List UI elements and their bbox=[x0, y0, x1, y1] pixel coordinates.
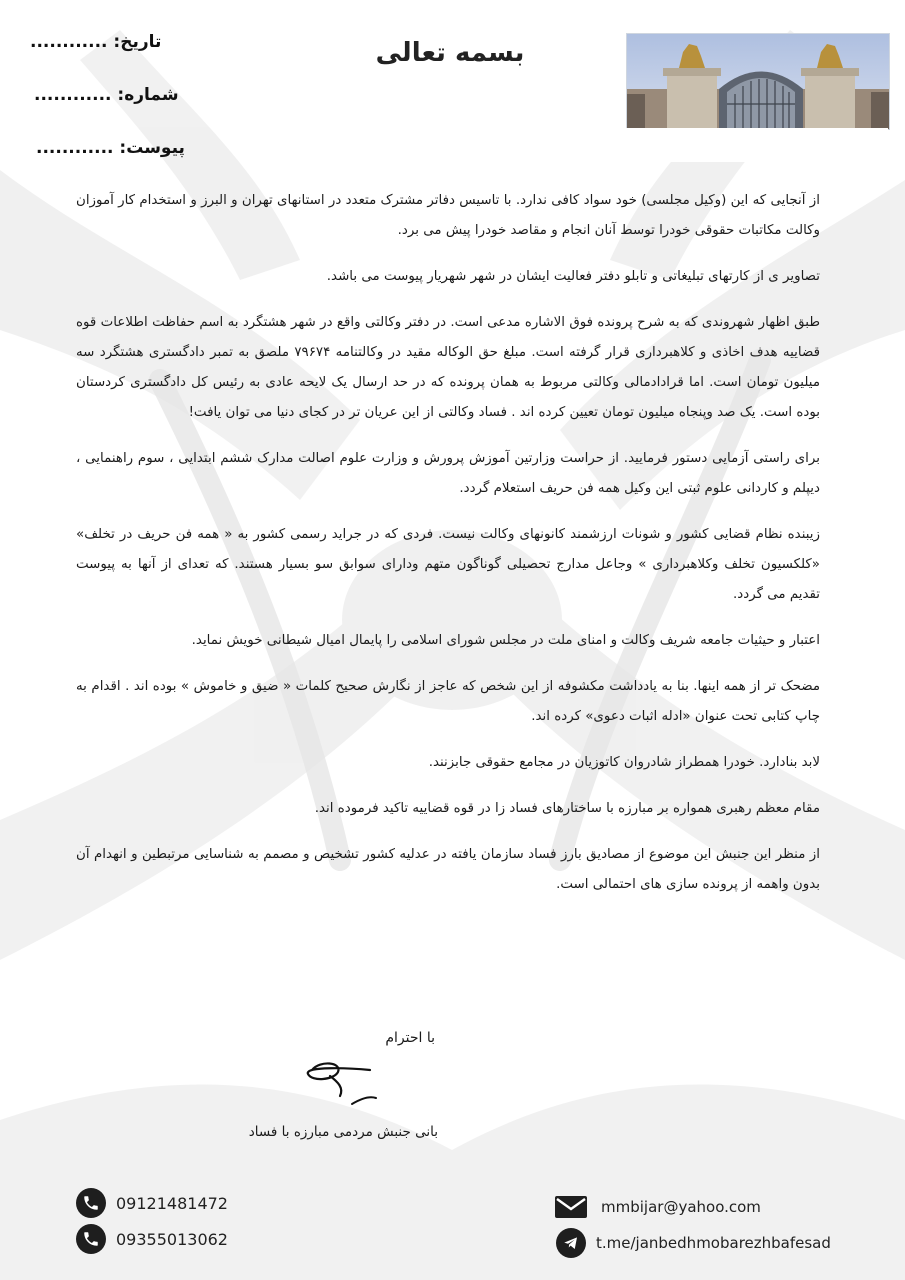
page-title: بسمه تعالی bbox=[375, 38, 525, 68]
paragraph: اعتبار و حیثیات جامعه شریف وکالت و امنای ملت در مجلس شورای اسلامی را پایمال امیال شیطانی خویش نماید. bbox=[191, 633, 820, 648]
date-field bbox=[30, 32, 210, 52]
paragraph: مقام معظم رهبری همواره بر مبارزه با ساختارهای فساد زا در قوه قضاییه تاکید فرموده اند. bbox=[314, 801, 820, 816]
date-label: تاریخ: bbox=[113, 32, 162, 52]
number-label: شماره: bbox=[117, 85, 179, 105]
phone-icon bbox=[76, 1188, 106, 1218]
paragraph: زیبنده نظام قضایی کشور و شونات ارزشمند کانونهای وکالت نیست. فردی که در جراید رسمی کشور به « همه فن حریف در تخلف» «کلکسیون تخلف وکلاهبرداری » وجاعل مدارج تحصیلی گوناگون متهم ودارای سوابق سو بسیار هستند. که تعدای از آنها به پیوست تقدیم می گردد. bbox=[76, 527, 820, 602]
paragraph: طبق اظهار شهروندی که به شرح پرونده فوق الاشاره مدعی است. در دفتر وکالتی واقع در شهر هشتگرد به اسم حفاظت اطلاعات قوه قضاییه هدف اخاذی و کلاهبرداری قرار گرفته است. مبلغ حق الوکاله مقید در وکالتنامه ۷۹۶۷۴ ملصق به تمبر دادگستری هشتگرد سه میلیون تومان است. اما قرادادمالی وکالتی مربوط به همان پرونده که در حد ارسال یک لایحه عادی به رئیس کل دادگستری کردستان بوده است. یک صد وپنجاه میلیون تومان تعیین کرده اند . فساد وکالتی از این عریان تر در کجای دنیا می توان یافت! bbox=[76, 315, 820, 420]
paragraph: تصاویر ی از کارتهای تبلیغاتی و تابلو دفتر فعالیت ایشان در شهر شهریار پیوست می باشد. bbox=[326, 269, 820, 284]
paragraph: لابد بنادارد. خودرا همطراز شادروان کاتوزیان در مجامع حقوقی جابزنند. bbox=[428, 755, 820, 770]
closing-regards: با احترام bbox=[385, 1030, 435, 1046]
telegram-link[interactable]: t.me/janbedhmobarezhbafesad bbox=[596, 1234, 831, 1252]
date-dots: ............ bbox=[30, 32, 108, 52]
phone-number-2: 09355013062 bbox=[116, 1229, 228, 1249]
phone-icon bbox=[76, 1224, 106, 1254]
signature bbox=[290, 1052, 460, 1112]
phone-contact-1 bbox=[76, 1188, 228, 1218]
email-address[interactable]: mmbijar@yahoo.com bbox=[601, 1198, 761, 1216]
telegram-icon bbox=[556, 1228, 586, 1258]
telegram-contact bbox=[556, 1228, 831, 1258]
paragraph: از آنجایی که این (وکیل مجلسی) خود سواد کافی ندارد. با تاسیس دفاتر مشترک متعدد در استانهای تهران و البرز و استخدام کار آموزان وکالت مکاتبات حقوقی خودرا توسط آنان انجام و مقاصد خودرا پیش می برد. bbox=[76, 193, 820, 238]
attachment-label: پیوست: bbox=[119, 138, 185, 158]
phone-number-1: 09121481472 bbox=[116, 1193, 228, 1213]
signer-title: بانی جنبش مردمی مبارزه با فساد bbox=[248, 1124, 438, 1140]
paragraph: از منظر این جنبش این موضوع از مصادیق بارز فساد سازمان یافته در عدلیه کشور تشخیص و مصمم به شناسایی مرتبطین و انهدام آن بدون واهمه از پرونده سازی های احتمالی است. bbox=[76, 847, 820, 892]
paragraph: مضحک تر از همه اینها. بنا به یادداشت مکشوفه از این شخص که عاجز از نگارش صحیح کلمات « ضیق و خاموش » بوده اند . اقدام به چاپ کتابی تحت عنوان «ادله اثبات دعوی» کرده اند. bbox=[76, 679, 820, 724]
header-photo bbox=[626, 33, 890, 130]
attachment-field bbox=[36, 138, 216, 158]
letter-body bbox=[76, 186, 820, 916]
photo-caption-strip bbox=[626, 128, 888, 162]
paragraph: برای راستی آزمایی دستور فرمایید. از حراست وزارتین آموزش پرورش و وزارت علوم اصالت مدارک ششم ابتدایی ، سوم راهنمایی ، دیپلم و کاردانی علوم ثبتی این وکیل همه فن حریف استعلام گردد. bbox=[76, 451, 820, 496]
attachment-dots: ............ bbox=[36, 138, 114, 158]
mail-icon bbox=[555, 1195, 587, 1219]
number-field bbox=[34, 85, 214, 105]
email-contact bbox=[555, 1192, 761, 1222]
phone-contact-2 bbox=[76, 1224, 228, 1254]
number-dots: ............ bbox=[34, 85, 112, 105]
